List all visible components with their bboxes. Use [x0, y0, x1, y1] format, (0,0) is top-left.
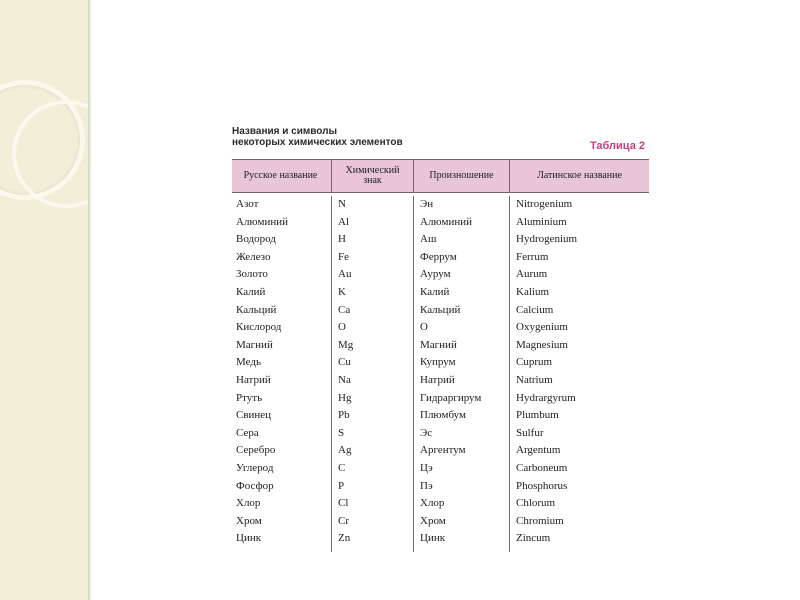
cell-latin-name: Kalium: [516, 285, 549, 298]
cell-pronunciation: Хлор: [420, 497, 445, 510]
cell-latin-name: Plumbum: [516, 409, 559, 422]
cell-pronunciation: Купрум: [420, 356, 456, 369]
cell-pronunciation: Эс: [420, 426, 433, 439]
cell-latin-name: Zincum: [516, 532, 551, 545]
sidebar-shadow: [88, 0, 92, 600]
cell-russian-name: Ртуть: [236, 391, 263, 404]
header-russian-name: Русское название: [232, 160, 332, 192]
cell-latin-name: Sulfur: [516, 426, 544, 439]
cell-russian-name: Серебро: [236, 444, 276, 457]
column-chemical-symbol: [332, 196, 414, 552]
cell-latin-name: Hydrargyrum: [516, 391, 576, 404]
cell-chemical-symbol: Ca: [338, 303, 351, 316]
cell-chemical-symbol: Zn: [338, 532, 351, 545]
header-pronunciation: Произношение: [414, 160, 510, 192]
cell-russian-name: Углерод: [236, 461, 274, 474]
cell-pronunciation: Натрий: [420, 373, 455, 386]
cell-chemical-symbol: S: [338, 426, 345, 439]
cell-pronunciation: Хром: [420, 514, 446, 527]
cell-latin-name: Argentum: [516, 444, 561, 457]
cell-latin-name: Nitrogenium: [516, 198, 573, 210]
cell-latin-name: Aurum: [516, 268, 548, 281]
cell-russian-name: Медь: [236, 356, 261, 369]
header-chemical-symbol: Химический знак: [332, 160, 414, 192]
table-title-line2: некоторых химических элементов: [232, 137, 403, 148]
table-number: Таблица 2: [589, 140, 645, 152]
table-body: [232, 193, 649, 552]
cell-latin-name: Hydrogenium: [516, 233, 578, 246]
table-figure: [232, 126, 649, 550]
cell-pronunciation: Магний: [420, 338, 457, 351]
cell-latin-name: Carboneum: [516, 461, 568, 474]
cell-chemical-symbol: O: [338, 321, 346, 334]
cell-russian-name: Хлор: [236, 497, 261, 510]
cell-pronunciation: Плюмбум: [420, 409, 466, 422]
cell-russian-name: Хром: [236, 514, 262, 527]
column-latin-name: [510, 196, 649, 552]
cell-chemical-symbol: Ag: [338, 444, 352, 457]
cell-pronunciation: Калий: [420, 285, 450, 298]
cell-pronunciation: Кальций: [420, 303, 461, 316]
cell-latin-name: Cuprum: [516, 356, 553, 369]
cell-latin-name: Chromium: [516, 514, 564, 527]
cell-russian-name: Водород: [236, 233, 276, 246]
cell-latin-name: Natrium: [516, 373, 553, 386]
cell-chemical-symbol: P: [338, 479, 345, 492]
cell-chemical-symbol: Mg: [338, 338, 354, 351]
cell-russian-name: Алюминий: [236, 215, 289, 228]
cell-russian-name: Магний: [236, 338, 273, 351]
cell-latin-name: Aluminium: [516, 215, 567, 228]
cell-russian-name: Кислород: [236, 321, 282, 334]
cell-latin-name: Magnesium: [516, 338, 568, 351]
cell-pronunciation: Эн: [420, 198, 434, 210]
header-latin-name: Латинское название: [537, 170, 622, 181]
column-russian-name: [232, 196, 332, 552]
cell-chemical-symbol: Cl: [338, 497, 349, 510]
elements-table: [232, 159, 649, 552]
cell-chemical-symbol: Hg: [338, 391, 352, 404]
cell-chemical-symbol: H: [338, 233, 346, 246]
cell-pronunciation: Аурум: [420, 268, 451, 281]
cell-chemical-symbol: Na: [338, 373, 351, 386]
table-title: [232, 126, 403, 148]
cell-chemical-symbol: Cr: [338, 514, 349, 527]
cell-latin-name: Ferrum: [516, 250, 549, 263]
cell-russian-name: Железо: [236, 250, 271, 263]
cell-russian-name: Калий: [236, 285, 266, 298]
cell-russian-name: Кальций: [236, 303, 277, 316]
cell-russian-name: Сера: [236, 426, 259, 439]
table-header-row: [232, 159, 649, 193]
cell-chemical-symbol: N: [338, 198, 346, 210]
cell-pronunciation: Феррум: [420, 250, 457, 263]
cell-russian-name: Золото: [236, 268, 268, 281]
cell-chemical-symbol: Al: [338, 215, 349, 228]
decorative-sidebar: [0, 0, 88, 600]
cell-pronunciation: Аш: [420, 233, 437, 246]
cell-latin-name: Phosphorus: [516, 479, 568, 492]
cell-chemical-symbol: K: [338, 285, 346, 298]
cell-pronunciation: Пэ: [420, 479, 433, 492]
cell-latin-name: Chlorum: [516, 497, 556, 510]
cell-russian-name: Свинец: [236, 409, 272, 422]
cell-pronunciation: Алюминий: [420, 215, 473, 228]
cell-pronunciation: Гидраргирум: [420, 391, 482, 404]
cell-pronunciation: Цэ: [420, 461, 433, 474]
cell-latin-name: Calcium: [516, 303, 554, 316]
cell-russian-name: Натрий: [236, 373, 271, 386]
cell-russian-name: Азот: [236, 198, 259, 210]
cell-chemical-symbol: Au: [338, 268, 352, 281]
cell-chemical-symbol: Pb: [338, 409, 350, 422]
table-title-line1: Названия и символы: [232, 126, 338, 137]
cell-russian-name: Фосфор: [236, 479, 274, 492]
column-pronunciation: [414, 196, 510, 552]
cell-chemical-symbol: Fe: [338, 250, 349, 263]
cell-pronunciation: Цинк: [420, 532, 446, 545]
cell-pronunciation: Аргентум: [420, 444, 466, 457]
cell-russian-name: Цинк: [236, 532, 262, 545]
cell-pronunciation: O: [420, 321, 428, 334]
cell-chemical-symbol: C: [338, 461, 346, 474]
cell-chemical-symbol: Cu: [338, 356, 351, 369]
cell-latin-name: Oxygenium: [516, 321, 568, 334]
